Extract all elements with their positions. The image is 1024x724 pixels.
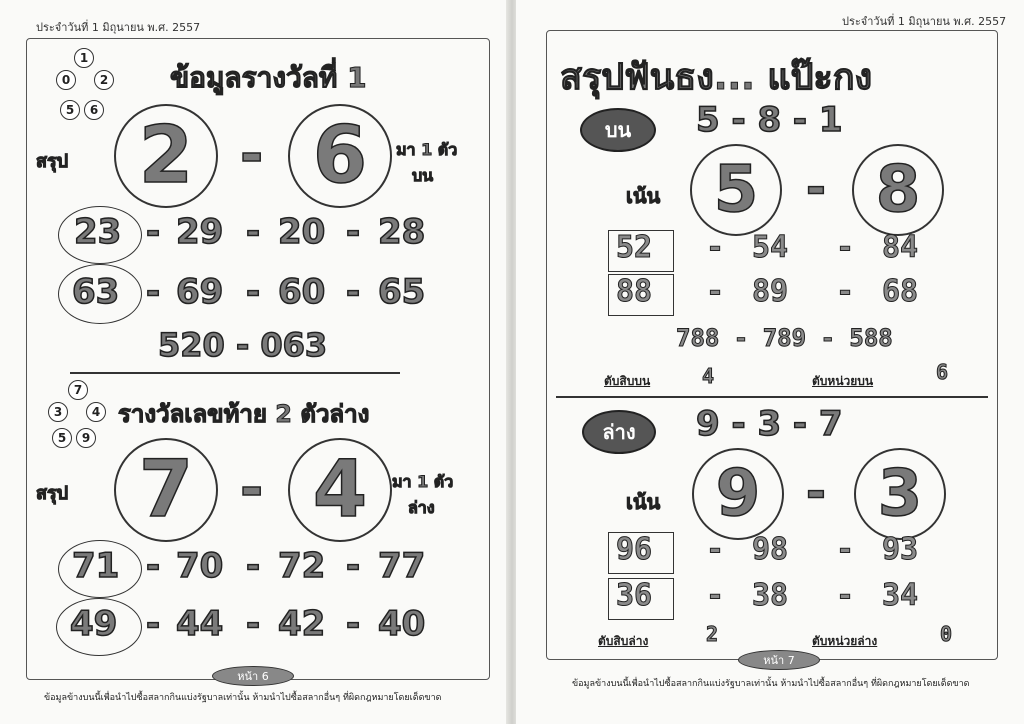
disclaimer-footer: ข้อมูลข้างบนนี้เพื่อนำไปซื้อสลากกินแบ่งรัฐบาลเท่านั้น ห้ามนำไปซื้อสลากอื่นๆ ที่ผิดกฎหมายโดยเด็ดขาด bbox=[572, 679, 970, 689]
number-cell: 34 bbox=[882, 578, 919, 613]
number-sep: - bbox=[246, 546, 261, 586]
top-pick-dash: - bbox=[240, 122, 264, 187]
number-cell: 96 bbox=[616, 532, 653, 567]
upper-focus-circle bbox=[852, 144, 944, 236]
number-sep: - bbox=[346, 546, 361, 586]
bottom-digit-circle: 9 bbox=[76, 428, 96, 448]
number-cell: 98 bbox=[752, 532, 789, 567]
focus-label: เน้น bbox=[626, 184, 661, 208]
summary-label: สรุป bbox=[36, 151, 69, 172]
lower-focus-b: 3 bbox=[877, 457, 923, 531]
top-prize-title: ข้อมูลรางวัลที่ 1 bbox=[170, 61, 367, 94]
number-sep: - bbox=[346, 604, 361, 644]
number-cell: 28 bbox=[378, 212, 426, 252]
right-page bbox=[516, 0, 1024, 724]
number-sep: - bbox=[146, 212, 161, 252]
number-sep: - bbox=[246, 604, 261, 644]
number-sep: - bbox=[706, 578, 725, 613]
right-page-header: ประจำวันที่ 1 มิถุนายน พ.ศ. 2557 bbox=[842, 15, 1007, 28]
number-cell: 42 bbox=[278, 604, 326, 644]
number-sep: - bbox=[706, 532, 725, 567]
lower-focus-dash: - bbox=[806, 464, 826, 520]
tens-lower-label: ตับสิบล่าง bbox=[598, 634, 649, 648]
bottom-pick-dash: - bbox=[240, 456, 264, 521]
top-pick-a: 2 bbox=[138, 111, 194, 201]
number-cell: 72 bbox=[278, 546, 326, 586]
units-lower-value: 0 bbox=[940, 622, 953, 646]
number-cell: 20 bbox=[278, 212, 326, 252]
number-cell: 89 bbox=[752, 274, 789, 309]
top-pick-note: มา 1 ตัว bbox=[396, 140, 458, 159]
bottom-digit-circle: 5 bbox=[52, 428, 72, 448]
tens-upper-value: 4 bbox=[702, 364, 715, 388]
number-cell: 65 bbox=[378, 272, 426, 312]
three-digit-numbers: 520 - 063 bbox=[158, 326, 328, 364]
units-upper-label: ตับหน่วยบน bbox=[812, 374, 874, 388]
lower-focus-a: 9 bbox=[715, 457, 761, 531]
upper-label-pill: บน bbox=[580, 108, 656, 152]
bottom-pick-circle bbox=[114, 438, 218, 542]
number-cell: 23 bbox=[74, 212, 122, 252]
number-cell: 84 bbox=[882, 230, 919, 265]
top-digit-circle: 2 bbox=[94, 70, 114, 90]
top-pick-circle bbox=[114, 104, 218, 208]
number-sep: - bbox=[146, 546, 161, 586]
upper-focus-a: 5 bbox=[713, 153, 759, 227]
lower-sequence: 9 - 3 - 7 bbox=[696, 404, 843, 444]
number-sep: - bbox=[836, 532, 855, 567]
bottom-digit-circle: 3 bbox=[48, 402, 68, 422]
top-pick-circle bbox=[288, 104, 392, 208]
top-digit-circle: 1 bbox=[74, 48, 94, 68]
top-digit-circle: 0 bbox=[56, 70, 76, 90]
number-cell: 44 bbox=[176, 604, 224, 644]
number-sep: - bbox=[246, 212, 261, 252]
left-page-header: ประจำวันที่ 1 มิถุนายน พ.ศ. 2557 bbox=[36, 21, 201, 34]
number-cell: 40 bbox=[378, 604, 426, 644]
bottom-pick-note: มา 1 ตัว bbox=[392, 472, 454, 491]
number-cell: 71 bbox=[72, 546, 120, 586]
bottom-pick-a: 7 bbox=[138, 445, 194, 535]
number-cell: 77 bbox=[378, 546, 426, 586]
number-cell: 29 bbox=[176, 212, 224, 252]
number-sep: - bbox=[346, 212, 361, 252]
number-cell: 69 bbox=[176, 272, 224, 312]
number-sep: - bbox=[836, 578, 855, 613]
bottom-pick-b: 4 bbox=[312, 445, 368, 535]
number-sep: - bbox=[346, 272, 361, 312]
bottom-prize-title: รางวัลเลขท้าย 2 ตัวล่าง bbox=[118, 400, 370, 428]
tens-upper-label: ตับสิบบน bbox=[604, 374, 651, 388]
disclaimer-footer: ข้อมูลข้างบนนี้เพื่อนำไปซื้อสลากกินแบ่งรัฐบาลเท่านั้น ห้ามนำไปซื้อสลากอื่นๆ ที่ผิดกฎหมายโดยเด็ดขาด bbox=[44, 693, 442, 703]
number-sep: - bbox=[836, 230, 855, 265]
top-digit-circle: 6 bbox=[84, 100, 104, 120]
focus-label: เน้น bbox=[626, 490, 661, 514]
summary-title: สรุปฟันธง... แป๊ะกง bbox=[560, 57, 873, 98]
section-divider bbox=[70, 372, 400, 374]
bottom-digit-circle: 4 bbox=[86, 402, 106, 422]
units-lower-label: ตับหน่วยล่าง bbox=[812, 634, 878, 648]
lower-label-pill: ล่าง bbox=[582, 410, 656, 454]
number-cell: 52 bbox=[616, 230, 653, 265]
upper-sequence: 5 - 8 - 1 bbox=[696, 100, 843, 140]
number-sep: - bbox=[146, 272, 161, 312]
number-sep: - bbox=[146, 604, 161, 644]
tens-lower-value: 2 bbox=[706, 622, 719, 646]
upper-focus-circle bbox=[690, 144, 782, 236]
summary-label: สรุป bbox=[36, 483, 69, 504]
lower-focus-circle bbox=[692, 448, 784, 540]
number-cell: 68 bbox=[882, 274, 919, 309]
page-number-badge: หน้า 7 bbox=[738, 650, 820, 670]
bottom-pick-circle bbox=[288, 438, 392, 542]
number-sep: - bbox=[836, 274, 855, 309]
number-cell: 88 bbox=[616, 274, 653, 309]
number-cell: 60 bbox=[278, 272, 326, 312]
number-cell: 93 bbox=[882, 532, 919, 567]
page-number-badge: หน้า 6 bbox=[212, 666, 294, 686]
number-cell: 38 bbox=[752, 578, 789, 613]
number-cell: 36 bbox=[616, 578, 653, 613]
top-pick-b: 6 bbox=[312, 111, 368, 201]
units-upper-value: 6 bbox=[936, 360, 949, 384]
left-page bbox=[0, 0, 508, 724]
number-sep: - bbox=[246, 272, 261, 312]
bottom-digit-circle: 7 bbox=[68, 380, 88, 400]
number-cell: 70 bbox=[176, 546, 224, 586]
number-sep: - bbox=[706, 230, 725, 265]
upper-focus-b: 8 bbox=[875, 153, 921, 227]
number-cell: 54 bbox=[752, 230, 789, 265]
number-sep: - bbox=[706, 274, 725, 309]
bottom-pick-note: ล่าง bbox=[408, 498, 435, 517]
section-divider bbox=[556, 396, 988, 398]
number-cell: 63 bbox=[72, 272, 120, 312]
upper-focus-dash: - bbox=[806, 160, 826, 216]
top-pick-note: บน bbox=[412, 166, 434, 185]
top-digit-circle: 5 bbox=[60, 100, 80, 120]
lower-focus-circle bbox=[854, 448, 946, 540]
three-digit-numbers: 788 - 789 - 588 bbox=[676, 324, 893, 352]
number-cell: 49 bbox=[70, 604, 118, 644]
